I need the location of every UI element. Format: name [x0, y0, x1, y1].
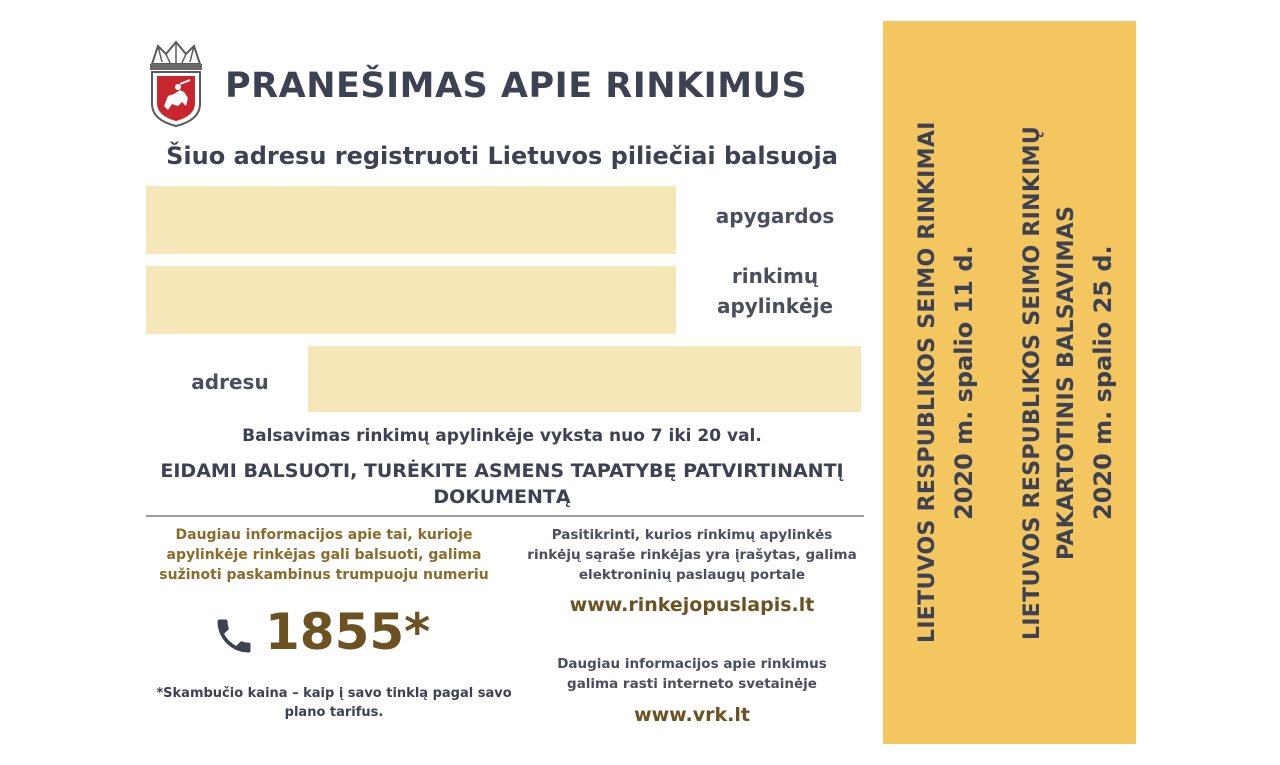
address-field[interactable]	[308, 346, 861, 412]
precinct-label-line1: rinkimų	[731, 264, 819, 288]
id-warning-line2: DOKUMENTĄ	[433, 486, 571, 508]
portal-info-line2: rinkėjų sąraše rinkėjas yra įrašytas, galima	[527, 547, 857, 563]
seimas-election-title: LIETUVOS RESPUBLIKOS SEIMO RINKIMAI	[915, 121, 940, 644]
phone-info-line1: Daugiau informacijos apie tai, kurioje	[175, 527, 473, 543]
vrk-info-line2: galima rasti interneto svetainėje	[567, 676, 817, 692]
portal-info-text	[520, 525, 864, 585]
repeat-voting-title-line2: PAKARTOTINIS BALSAVIMAS	[1054, 205, 1079, 560]
id-warning-line1: EIDAMI BALSUOTI, TURĖKITE ASMENS TAPATYBĘ PATVIRTINANTĮ	[160, 460, 844, 482]
rinkejopuslapis-link[interactable]: www.rinkejopuslapis.lt	[569, 594, 815, 616]
vrk-info-text	[520, 654, 864, 694]
footnote-line1: *Skambučio kaina – kaip į savo tinklą pagal savo	[156, 686, 512, 701]
voting-hours: Balsavimas rinkimų apylinkėje vyksta nuo 7 iki 20 val.	[242, 426, 762, 446]
phone-icon	[212, 614, 256, 658]
phone-info-line2: apylinkėje rinkėjas gali balsuoti, galima	[166, 547, 482, 563]
portal-info-line1: Pasitikrinti, kurios rinkimų apylinkės	[551, 527, 833, 543]
precinct-label-line2: apylinkėje	[716, 294, 834, 318]
address-label: adresu	[191, 370, 269, 394]
phone-number[interactable]: 1855*	[265, 603, 431, 661]
district-label: apygardos	[715, 204, 835, 228]
vrk-link[interactable]: www.vrk.lt	[634, 704, 750, 726]
phone-info-line3: sužinoti paskambinus trumpuoju numeriu	[159, 567, 489, 583]
repeat-voting-title-line1: LIETUVOS RESPUBLIKOS SEIMO RINKIMŲ	[1020, 125, 1045, 640]
seimas-election-date: 2020 m. spalio 11 d.	[950, 245, 978, 520]
portal-info-line3: elektroninių paslaugų portale	[578, 567, 806, 583]
lithuania-emblem-icon	[144, 40, 208, 128]
page-title: PRANEŠIMAS APIE RINKIMUS	[225, 66, 808, 106]
precinct-field[interactable]	[146, 266, 676, 334]
seimas-election-block	[897, 21, 997, 744]
subtitle: Šiuo adresu registruoti Lietuvos piliečiai balsuoja	[166, 142, 838, 170]
district-field[interactable]	[146, 186, 676, 254]
election-dates-panel	[883, 21, 1136, 744]
vrk-info-line1: Daugiau informacijos apie rinkimus	[557, 656, 827, 672]
phone-info-text	[146, 525, 502, 585]
repeat-voting-date: 2020 m. spalio 25 d.	[1089, 245, 1117, 520]
precinct-label	[690, 261, 860, 321]
id-warning	[146, 458, 858, 510]
footnote-line2: plano tarifus.	[284, 705, 384, 720]
call-price-footnote	[146, 684, 522, 722]
divider	[146, 515, 864, 517]
repeat-voting-block	[1013, 21, 1125, 744]
